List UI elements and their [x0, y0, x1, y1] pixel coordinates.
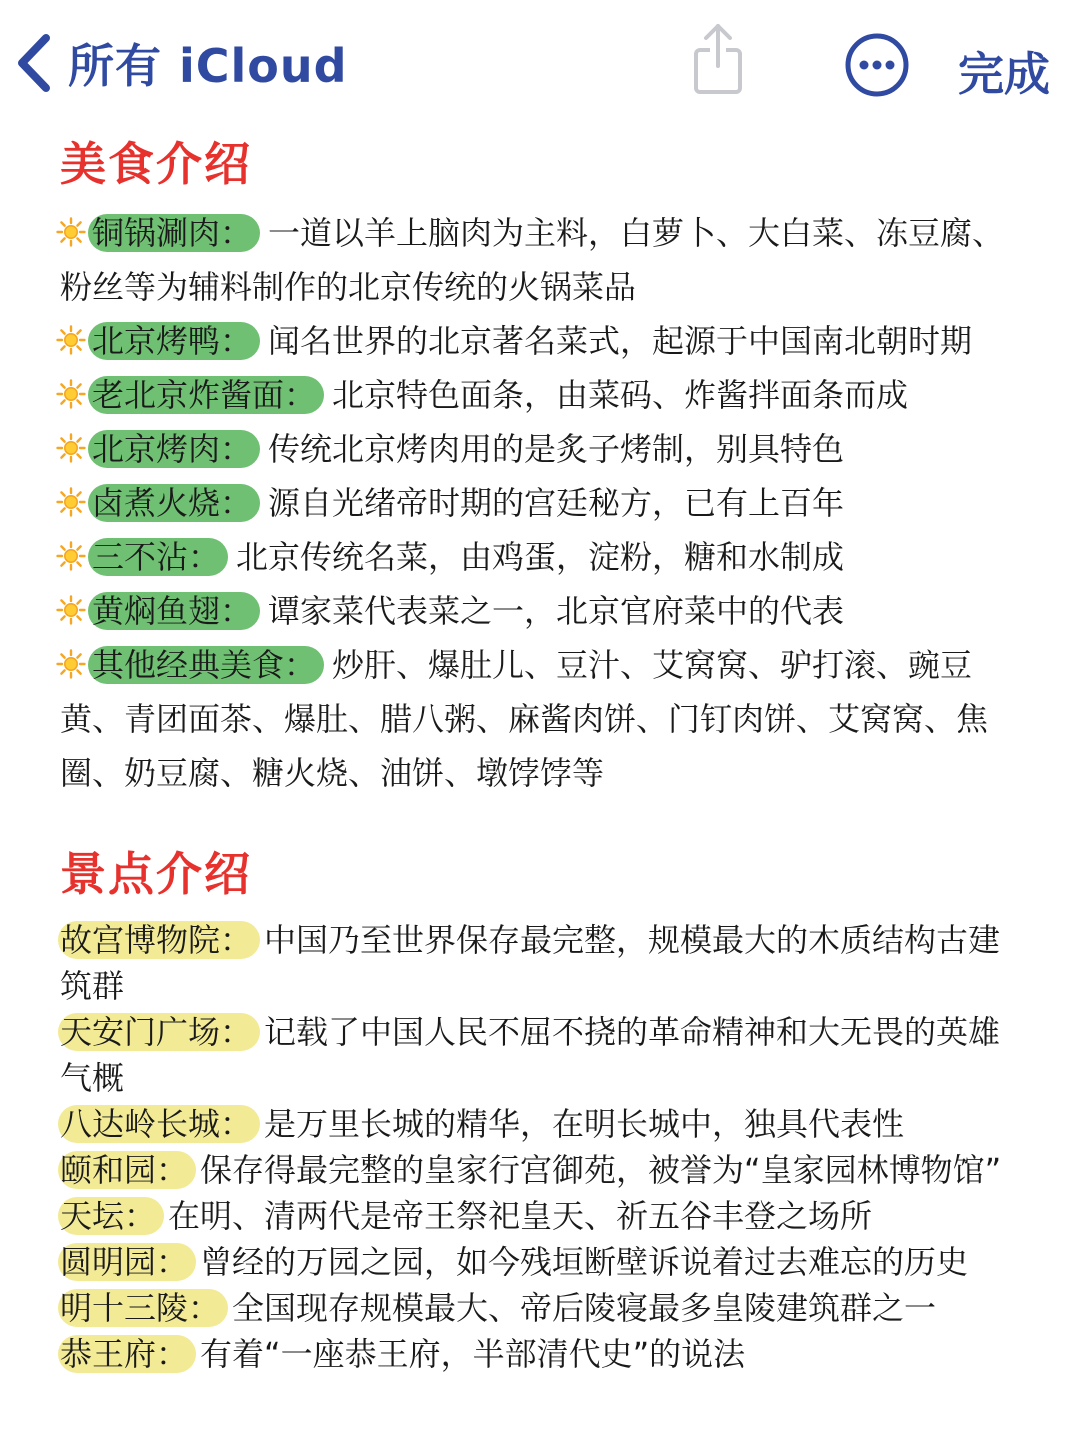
item-description: 保存得最完整的皇家行宫御苑，被誉为“皇家园林博物馆”: [200, 1151, 1002, 1189]
item-name: 老北京炸酱面：: [88, 376, 324, 414]
item-name: 黄焖鱼翅：: [88, 592, 260, 630]
sight-item: [60, 917, 1030, 1009]
item-description: 全国现存规模最大、帝后陵寝最多皇陵建筑群之一: [232, 1289, 937, 1327]
sun-icon: [56, 487, 86, 517]
sights-list: [60, 917, 1030, 1377]
item-name: 恭王府：: [58, 1335, 196, 1373]
item-description: 有着“一座恭王府，半部清代史”的说法: [200, 1335, 746, 1373]
item-name: 天坛：: [58, 1197, 164, 1235]
sight-item: [60, 1101, 1030, 1147]
item-name: 北京烤鸭：: [88, 322, 260, 360]
more-options-button[interactable]: [844, 32, 910, 98]
sun-icon: [56, 379, 86, 409]
item-description: 传统北京烤肉用的是炙子烤制，别具特色: [268, 430, 845, 468]
sun-icon: [56, 649, 86, 679]
item-name: 天安门广场：: [58, 1013, 260, 1051]
sight-item: [60, 1285, 1030, 1331]
item-description: 在明、清两代是帝王祭祀皇天、祈五谷丰登之场所: [168, 1197, 873, 1235]
chevron-left-icon: [14, 32, 54, 94]
sight-item: [60, 1331, 1030, 1377]
item-name: 圆明园：: [58, 1243, 196, 1281]
item-description: 北京传统名菜，由鸡蛋，淀粉，糖和水制成: [236, 538, 845, 576]
item-name: 北京烤肉：: [88, 430, 260, 468]
item-name: 铜锅涮肉：: [88, 214, 260, 252]
item-description: 闻名世界的北京著名菜式，起源于中国南北朝时期: [268, 322, 973, 360]
food-item: [60, 314, 1030, 368]
food-item: [60, 530, 1030, 584]
food-item: [60, 368, 1030, 422]
sight-item: [60, 1147, 1030, 1193]
item-name: 明十三陵：: [58, 1289, 228, 1327]
item-name: 其他经典美食：: [88, 646, 324, 684]
share-button[interactable]: [692, 20, 744, 96]
back-label: 所有 iCloud: [68, 39, 348, 93]
sun-icon: [56, 325, 86, 355]
item-name: 八达岭长城：: [58, 1105, 260, 1143]
sun-icon: [56, 595, 86, 625]
item-name: 卤煮火烧：: [88, 484, 260, 522]
item-description: 源自光绪帝时期的宫廷秘方，已有上百年: [268, 484, 845, 522]
sight-item: [60, 1239, 1030, 1285]
sun-icon: [56, 433, 86, 463]
item-description: 炒肝、爆肚儿、豆汁、艾窝窝、驴打滚、豌豆黄、青团面茶、爆肚、腊八粥、麻酱肉饼、门钉肉饼、艾窝窝、焦圈、奶豆腐、糖火烧、油饼、墩饽饽等: [60, 646, 989, 792]
item-name: 故宫博物院：: [58, 921, 260, 959]
food-item: [60, 206, 1030, 314]
item-description: 中国乃至世界保存最完整，规模最大的木质结构古建筑群: [60, 921, 1001, 1005]
item-name: 三不沾：: [88, 538, 228, 576]
sun-icon: [56, 217, 86, 247]
item-name: 颐和园：: [58, 1151, 196, 1189]
item-description: 北京特色面条，由菜码、炸酱拌面条而成: [332, 376, 909, 414]
sight-item: [60, 1193, 1030, 1239]
nav-bar: [0, 0, 1080, 125]
food-section-title: 美食介绍: [60, 137, 252, 191]
food-item: [60, 476, 1030, 530]
food-item: [60, 422, 1030, 476]
food-item: [60, 584, 1030, 638]
ellipsis-circle-icon: [844, 32, 910, 98]
done-button[interactable]: 完成: [958, 47, 1050, 101]
item-description: 一道以羊上脑肉为主料，白萝卜、大白菜、冻豆腐、粉丝等为辅料制作的北京传统的火锅菜品: [60, 214, 1005, 306]
sun-icon: [56, 541, 86, 571]
food-list: [60, 206, 1030, 800]
item-description: 曾经的万园之园，如今残垣断壁诉说着过去难忘的历史: [200, 1243, 969, 1281]
back-button[interactable]: [14, 28, 348, 98]
sight-item: [60, 1009, 1030, 1101]
sights-section-title: 景点介绍: [60, 847, 252, 901]
item-description: 是万里长城的精华，在明长城中，独具代表性: [264, 1105, 905, 1143]
food-item: [60, 638, 1030, 800]
item-description: 谭家菜代表菜之一，北京官府菜中的代表: [268, 592, 845, 630]
item-description: 记载了中国人民不屈不挠的革命精神和大无畏的英雄气概: [60, 1013, 1001, 1097]
share-icon: [692, 20, 744, 96]
